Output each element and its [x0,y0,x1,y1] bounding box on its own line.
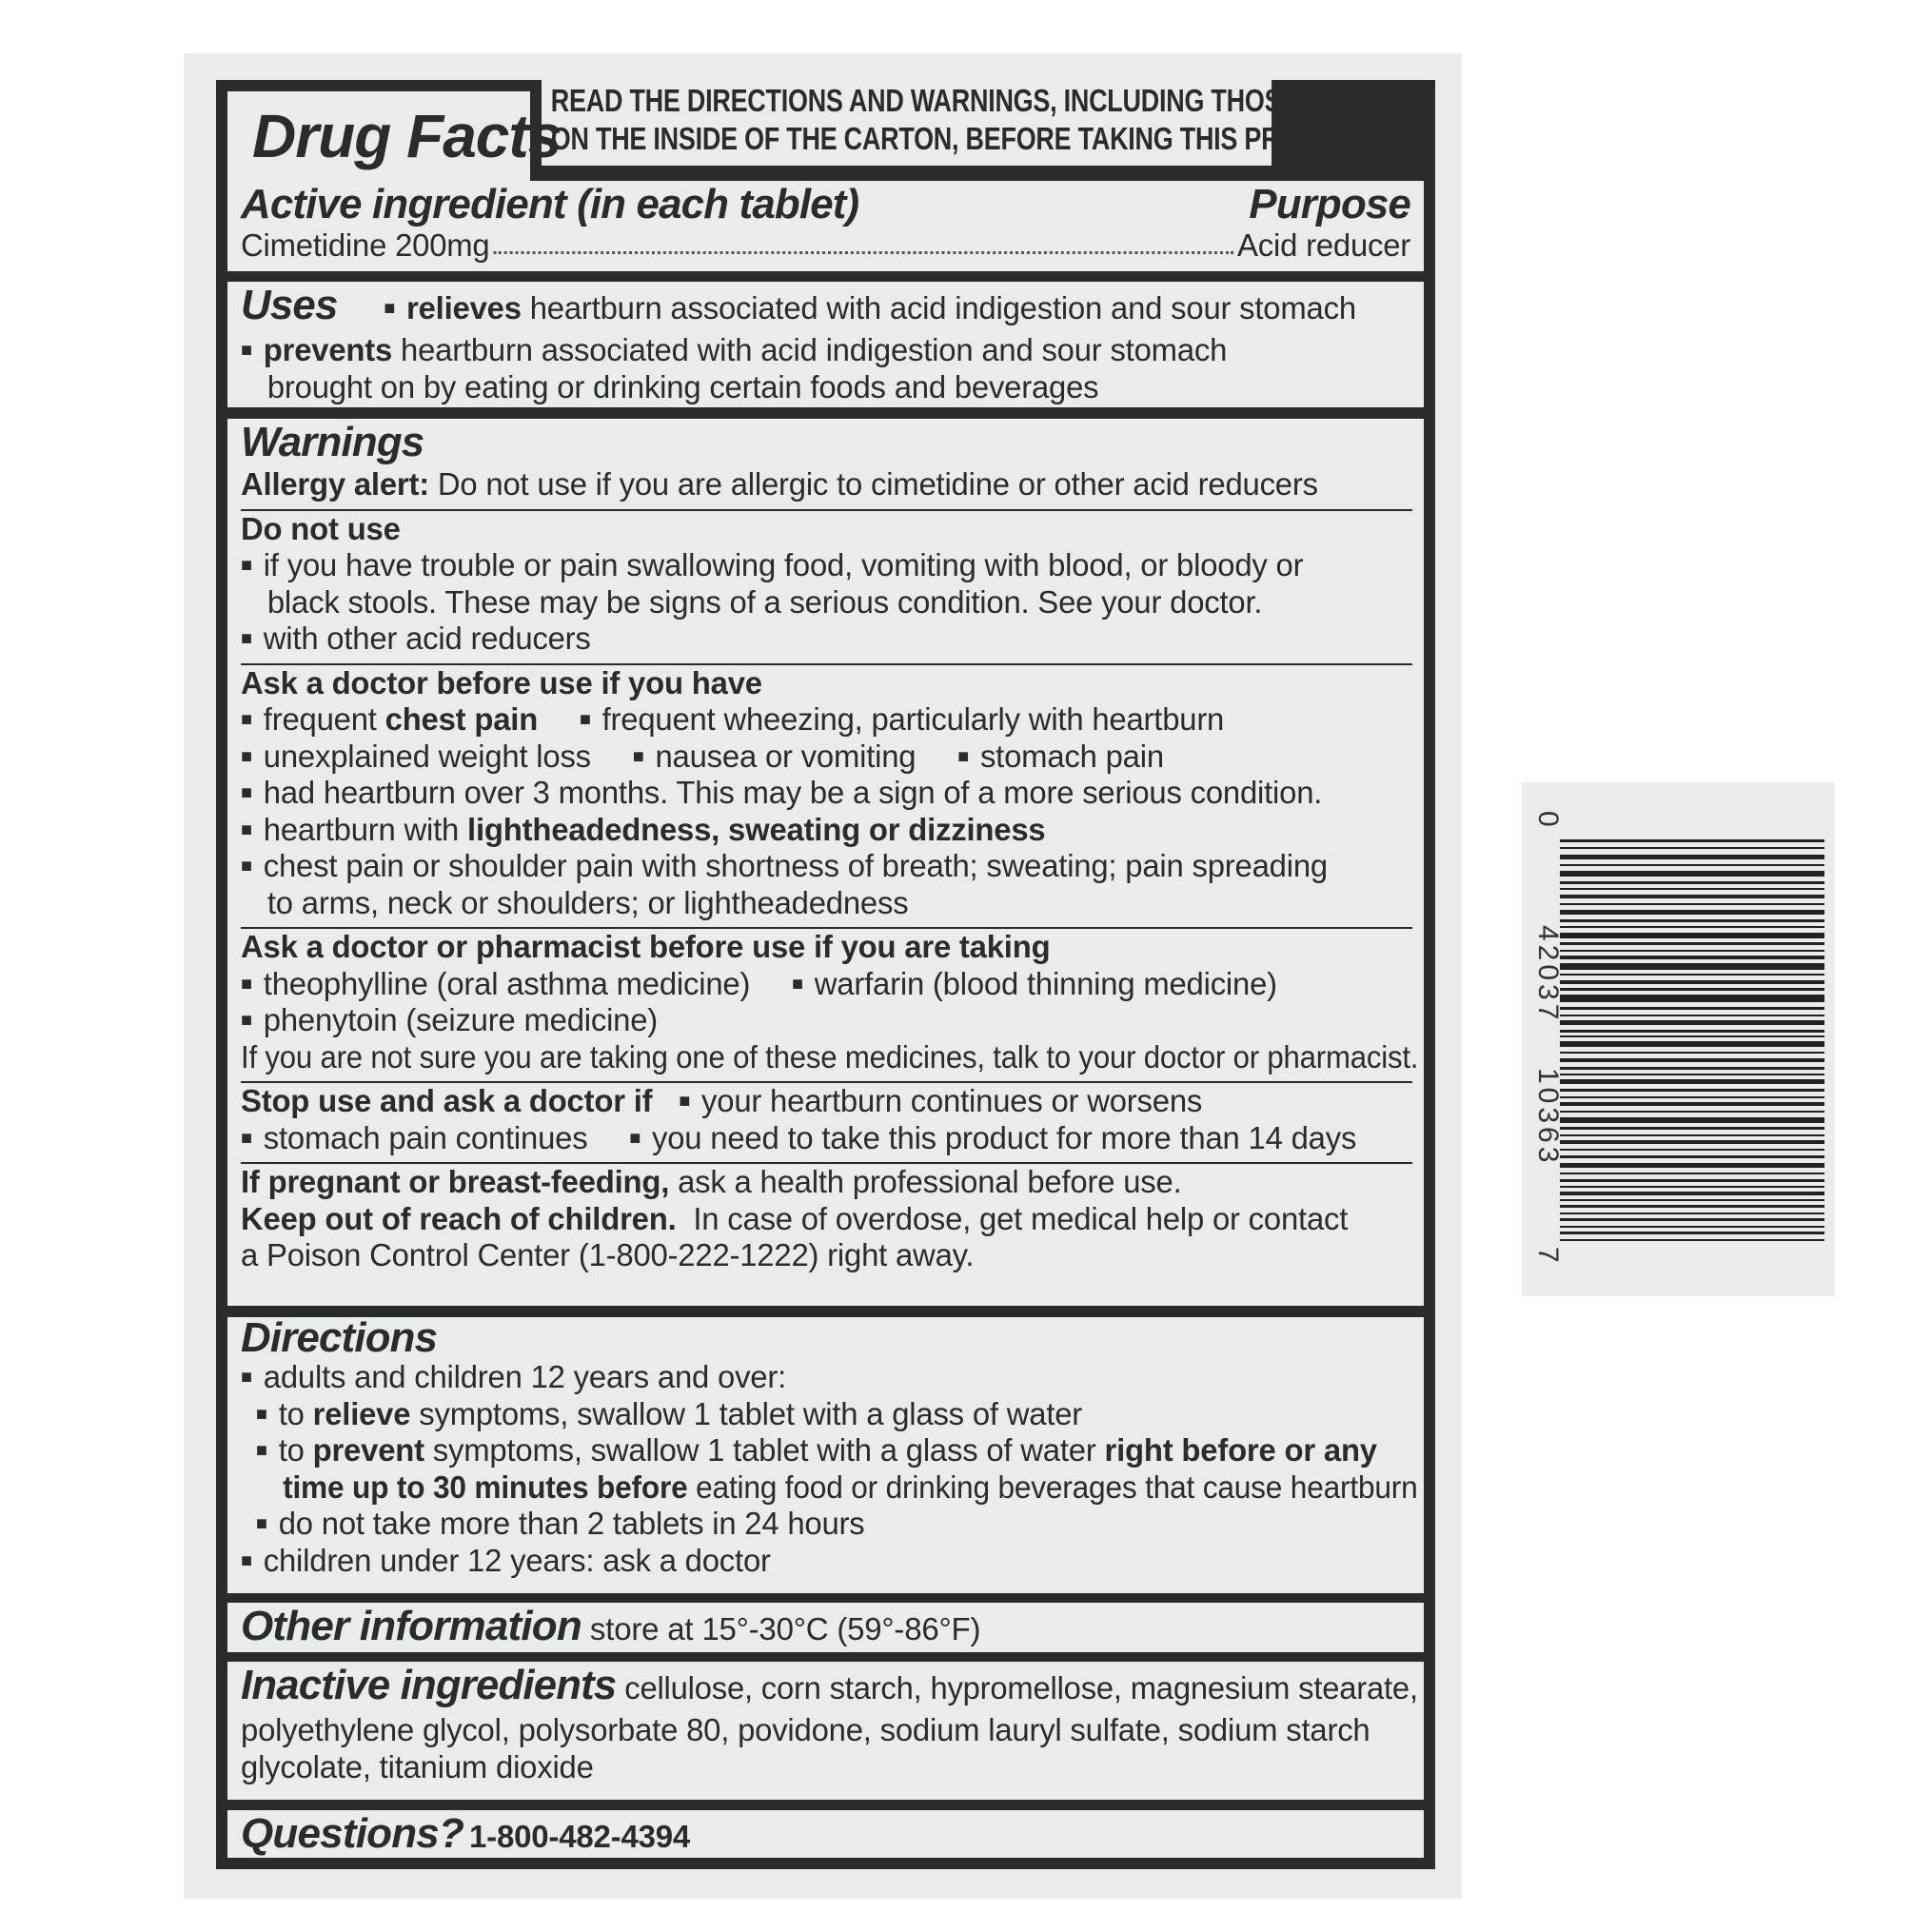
questions-phone: 1-800-482-4394 [469,1819,691,1854]
barcode-digit-system: 0 [1532,811,1564,827]
do-not-use-heading: Do not use [241,510,401,546]
other-information-heading: Other information [241,1603,582,1649]
ingredient-purpose: Acid reducer [1237,227,1411,263]
drug-facts-title: Drug Facts [252,102,562,170]
questions-section [227,1810,1424,1858]
read-directions-notice: READ THE DIRECTIONS AND WARNINGS, INCLUDING THOSE PRINTED ON THE INSIDE OF THE CARTON, BEFORE TAKING THIS PRODUCT. [542,80,1272,166]
stop-use: Stop use and ask a doctor if■ your heartburn continues or worsens [241,1083,1418,1120]
active-ingredient-heading: Active ingredient (in each tablet) [241,181,859,227]
inactive-ingredients-section: Inactive ingredients cellulose, corn starch, hypromellose, magnesium stearate, polyethylene glycol, polysorbate 80, povidone, sodium lauryl sulfate, sodium starch glycolate, titanium dioxide [227,1662,1424,1800]
uses-section: Uses ■ relieves heartburn associated with acid indigestion and sour stomach ■ prevents heartburn associated with acid indigestion and sour stomach brought on by eating or drinking certain foods and beverages [227,282,1424,407]
barcode-digits-right: 10363 [1532,1068,1564,1167]
uses-item-prevents: ■ prevents heartburn associated with acid indigestion and sour stomach [241,332,1418,369]
pregnancy-warning: If pregnant or breast-feeding, ask a health professional before use. [241,1164,1182,1199]
barcode-graphic [1522,782,1835,1296]
warnings-heading: Warnings [241,419,424,465]
ask-pharmacist-heading: Ask a doctor or pharmacist before use if you are taking [241,929,1051,964]
directions-section: Directions ■ adults and children 12 years and over: ■ to relieve symptoms, swallow 1 tablet with a glass of water ■ to prevent symptoms, swallow 1 tablet with a glass of water right before or any time up to 30 minutes before eating food or drinking beverages that cause heartburn ■ do not take more than 2 tablets in 24 hours ■ children under 12 years: ask a doctor [227,1317,1424,1593]
other-information-section: Other information store at 15°-30°C (59°-86°F) [227,1603,1424,1652]
questions-heading: Questions? [241,1810,464,1857]
allergy-alert: Allergy alert: Do not use if you are allergic to cimetidine or other acid reducers [241,466,1318,502]
ask-doctor-heading: Ask a doctor before use if you have [241,664,762,700]
leader-dots [493,251,1233,254]
ingredient-name: Cimetidine 200mg [241,227,490,263]
directions-heading: Directions [241,1314,438,1361]
barcode-bars [1560,839,1824,1241]
purpose-heading: Purpose [1249,181,1411,227]
warnings-section: Warnings Allergy alert: Do not use if you are allergic to cimetidine or other acid reducers Do not use ■ if you have trouble or pain swallowing food, vomiting with blood, or bloody or black stools. These may be signs of a serious condition. See your doctor. ■ with other acid reducers Ask a doctor before use if you have ■ frequent chest pain■ frequent wheezing, particularly with heartburn ■ unexplained weight loss■ nausea or vomiting■ stomach pain ■ had heartburn over 3 months. This may be a sign of a more serious condition. ■ heartburn with lightheadedness, sweating or dizziness ■ chest pain or shoulder pain with shortness of breath; sweating; pain spreading to arms, neck or shoulders; or lightheadedness Ask a doctor or pharmacist before use if you are taking ■ theophylline (oral asthma medicine)■ warfarin (blood thinning medicine) ■ phenytoin (seizure medicine) If you are not sure you are taking one of these medicines, talk to your doctor or pharmacist. Stop use and ask a doctor if■ your heartburn continues or worsens ■ stomach pain continues■ you need to take this product for more than 14 days If pregnant or breast-feeding, ask a health professional before use. Keep out of reach of children. In case of overdose, get medical help or contact a Poison Control Center (1-800-222-1222) right away. [227,419,1424,1306]
active-ingredient-section [227,181,1424,271]
upc-barcode [1522,782,1835,1296]
active-ingredient-row [241,228,1418,263]
uses-heading: Uses [241,282,338,328]
drug-facts-title-box [227,91,562,187]
inactive-ingredients-heading: Inactive ingredients [241,1662,617,1708]
barcode-digits-left: 42037 [1532,925,1564,1024]
drug-facts-panel [216,80,1435,1869]
barcode-digit-check: 7 [1532,1247,1564,1263]
keep-out-of-reach: Keep out of reach of children. In case of overdose, get medical help or contact [241,1200,1349,1236]
